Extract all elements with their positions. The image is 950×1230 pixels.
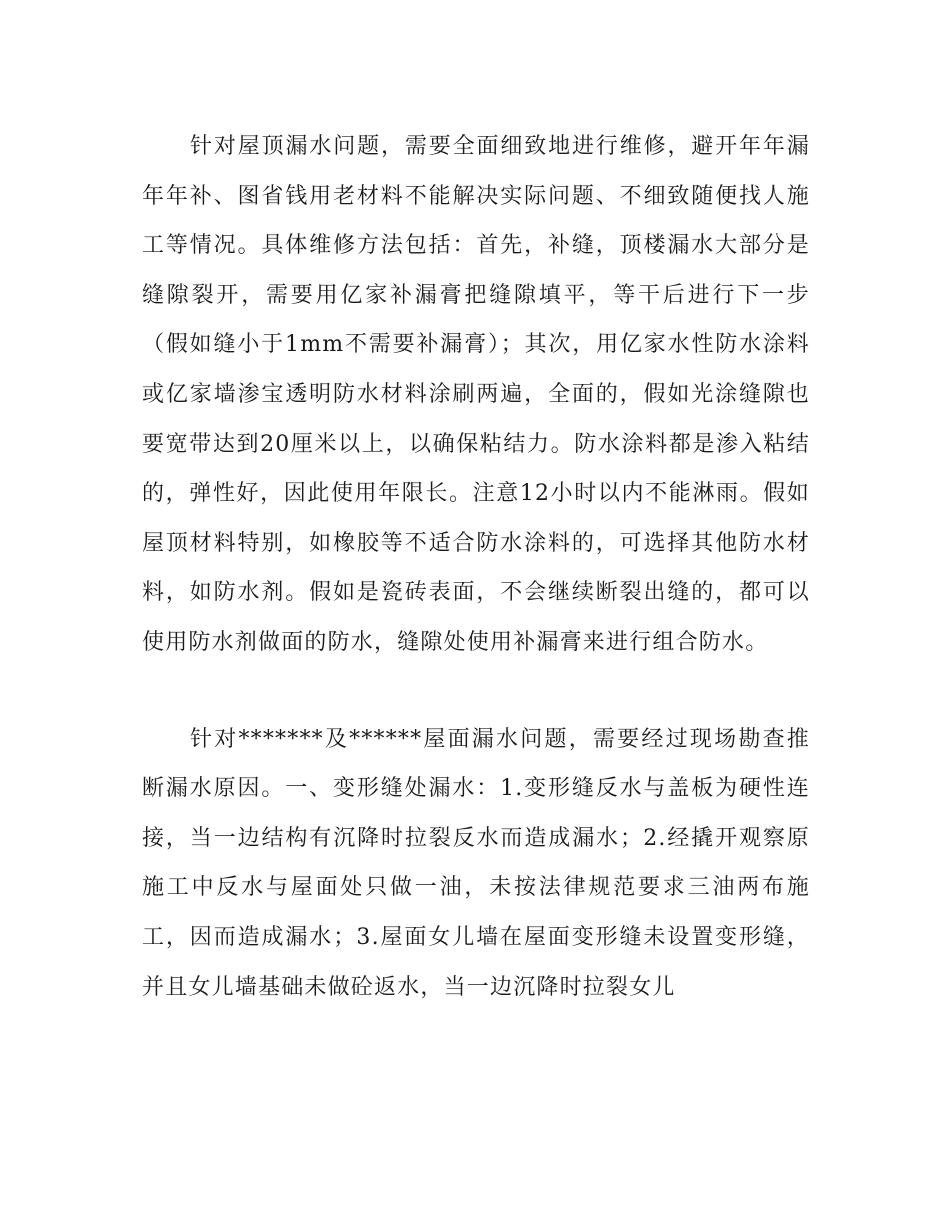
document-body [142, 122, 810, 1012]
paragraph-roof-leak-repair: 针对屋顶漏水问题，需要全面细致地进行维修，避开年年漏年年补、图省钱用老材料不能解决实际问题、不细致随便找人施工等情况。具体维修方法包括：首先，补缝，顶楼漏水大部分是缝隙裂开，需要用亿家补漏膏把缝隙填平，等干后进行下一步（假如缝小于1mm不需要补漏膏）；其次，用亿家水性防水涂料或亿家墙渗宝透明防水材料涂刷两遍，全面的，假如光涂缝隙也要宽带达到20厘米以上，以确保粘结力。防水涂料都是渗入粘结的，弹性好，因此使用年限长。注意12小时以内不能淋雨。假如屋顶材料特别，如橡胶等不适合防水涂料的，可选择其他防水材料，如防水剂。假如是瓷砖表面，不会继续断裂出缝的，都可以使用防水剂做面的防水，缝隙处使用补漏膏来进行组合防水。 [142, 134, 810, 655]
paragraph-expansion-joint-leak: 针对*******及******屋面漏水问题，需要经过现场勘查推断漏水原因。一、变形缝处漏水：1.变形缝反水与盖板为硬性连接，当一边结构有沉降时拉裂反水而造成漏水；2.经撬开观察原施工中反水与屋面处只做一油，未按法律规范要求三油两布施工，因而造成漏水；3.屋面女儿墙在屋面变形缝未设置变形缝，并且女儿墙基础未做砼返水，当一边沉降时拉裂女儿 [142, 726, 810, 1000]
